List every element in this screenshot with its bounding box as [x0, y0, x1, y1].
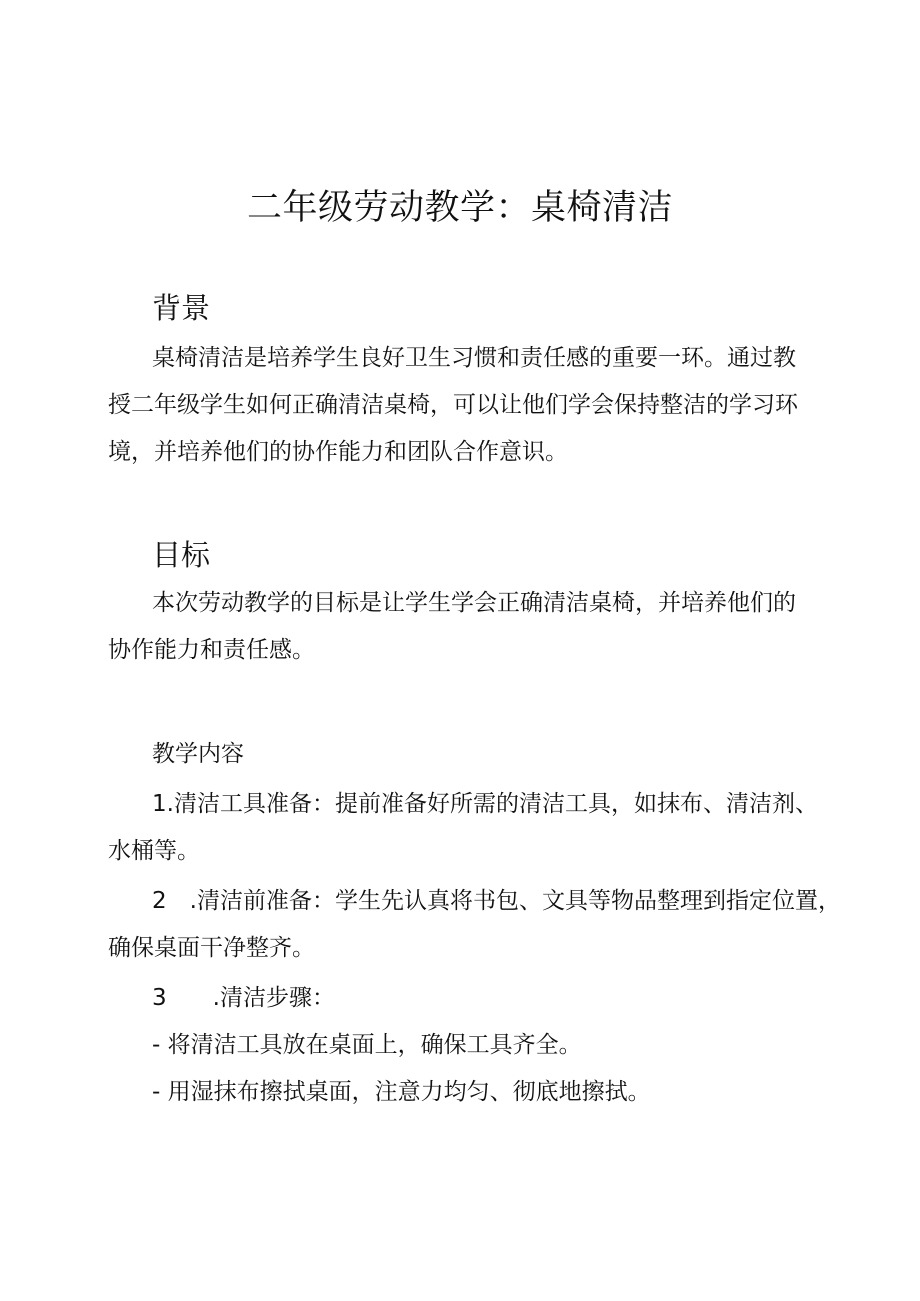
- item-1-line-2: 水桶等。: [108, 838, 200, 864]
- item-2-line-2: 确保桌面干净整齐。: [108, 935, 315, 961]
- content-heading: 教学内容: [152, 741, 244, 767]
- step-2: - 用湿抹布擦拭桌面，注意力均匀、彻底地擦拭。: [152, 1079, 651, 1105]
- background-line-3: 境，并培养他们的协作能力和团队合作意识。: [108, 439, 568, 465]
- item-1-line-1: 1.清洁工具准备：提前准备好所需的清洁工具，如抹布、清洁剂、: [152, 791, 818, 817]
- document-title: 二年级劳动教学：桌椅清洁: [246, 188, 673, 228]
- step-1: - 将清洁工具放在桌面上，确保工具齐全。: [152, 1032, 582, 1058]
- background-line-1: 桌椅清洁是培养学生良好卫生习惯和责任感的重要一环。通过教: [152, 345, 796, 371]
- item-2-line-1: 2 .清洁前准备：学生先认真将书包、文具等物品整理到指定位置，: [152, 888, 841, 914]
- goal-line-2: 协作能力和责任感。: [108, 637, 315, 663]
- section-heading-background: 背景: [152, 291, 211, 325]
- section-heading-goal: 目标: [152, 538, 211, 572]
- background-line-2: 授二年级学生如何正确清洁桌椅，可以让他们学会保持整洁的学习环: [108, 392, 798, 418]
- item-3-line-1: 3 .清洁步骤：: [152, 985, 335, 1011]
- goal-line-1: 本次劳动教学的目标是让学生学会正确清洁桌椅，并培养他们的: [152, 590, 796, 616]
